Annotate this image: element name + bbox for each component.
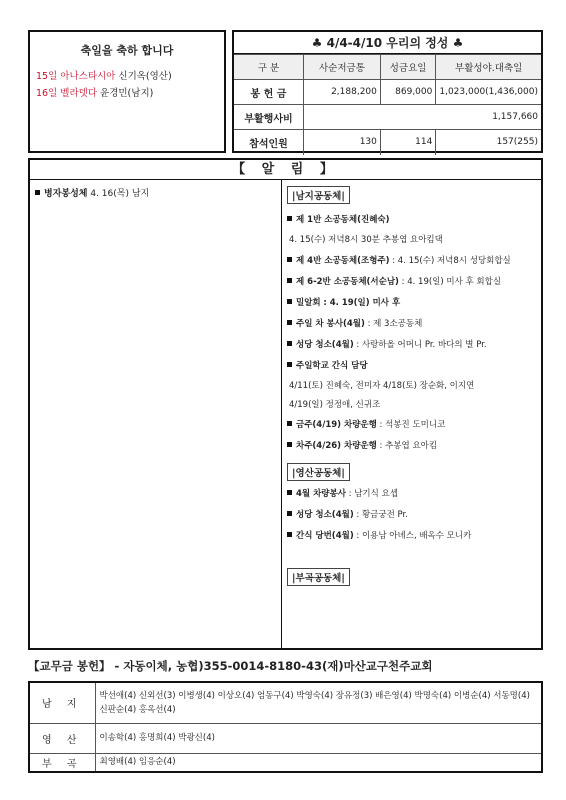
tithe-names: 최영배(4) 임응순(4) xyxy=(95,753,541,771)
notice-item-title: 4월 차량봉사 xyxy=(296,489,346,499)
square-bullet-icon xyxy=(287,442,292,447)
notice-item-title: 제 1반 소공동체(진혜숙) xyxy=(296,215,390,225)
tithe-row xyxy=(30,723,541,753)
square-bullet-icon xyxy=(287,278,292,283)
notice-item-title: 제 4반 소공동체(조형주) xyxy=(296,256,390,266)
notice-item xyxy=(287,338,487,350)
offering-row xyxy=(234,105,541,130)
notice-item-detail: 4. 16(목) 남지 xyxy=(90,189,150,199)
notice-item-detail: : 제 3소공동체 xyxy=(367,319,423,329)
notice-item-title: 제 6-2반 소공동체(서순남) xyxy=(296,277,399,287)
feast-day-box xyxy=(28,30,226,153)
tithe-table xyxy=(30,683,541,771)
notice-item-title: 금주(4/19) 차량운행 xyxy=(296,420,377,430)
square-bullet-icon xyxy=(287,490,292,495)
notice-item xyxy=(287,359,368,371)
offering-cell: 869,000 xyxy=(380,80,435,105)
notice-item-detail: : 4. 15(수) 저녁8시 성당회합실 xyxy=(392,256,511,266)
notice-item-continuation: 4/19(일) 정정애, 신귀조 xyxy=(289,400,381,410)
notice-item-title: 병자봉성체 xyxy=(44,189,88,199)
tithe-region: 부 곡 xyxy=(30,753,95,771)
offering-cell: 130 xyxy=(304,130,381,155)
square-bullet-icon xyxy=(287,532,292,537)
notice-item-title: 주일학교 간식 담당 xyxy=(296,361,368,371)
community-section-title: |남지공동체| xyxy=(287,186,350,204)
notice-item xyxy=(287,317,422,329)
offering-cell: 157(255) xyxy=(436,130,541,155)
offering-column-row xyxy=(234,55,541,80)
tithe-names: 이송학(4) 홍명희(4) 박광신(4) xyxy=(95,723,541,753)
offering-box xyxy=(232,30,543,153)
notice-item-title: 차주(4/26) 차량운행 xyxy=(296,441,377,451)
feast-day-entry xyxy=(36,85,153,99)
tithe-region: 남 지 xyxy=(30,683,95,723)
square-bullet-icon xyxy=(287,299,292,304)
feast-day-saint: 16일 벨라뎃다 xyxy=(36,88,97,99)
offering-row-label: 봉 헌 금 xyxy=(234,80,304,105)
notice-item-title: 밀알회 xyxy=(296,298,321,308)
notice-item-detail: : 이용남 아녜스, 배옥수 모니카 xyxy=(356,531,472,541)
offering-column-header: 부활성야.대축일 xyxy=(436,55,541,80)
notice-item-detail: : 추봉엽 요아킴 xyxy=(379,441,438,451)
offering-column-header: 구 분 xyxy=(234,55,304,80)
tithe-names: 박선애(4) 신외선(3) 이병생(4) 이상오(4) 엄동구(4) 박영숙(4) 장유정(3) 배은영(4) 박명숙(4) 이병순(4) 서동명(4) 신판순(4) 홍옥선(4) xyxy=(95,683,541,723)
feast-day-entry xyxy=(36,68,172,82)
notice-item-title: 주일 차 봉사(4월) xyxy=(296,319,365,329)
tithe-region: 영 산 xyxy=(30,723,95,753)
notice-item-continuation: 4. 15(수) 저녁8시 30분 추봉엽 요아킴댁 xyxy=(289,235,443,245)
square-bullet-icon xyxy=(287,341,292,346)
square-bullet-icon xyxy=(287,421,292,426)
notice-item-detail: : 4. 19(일) 미사 후 회합실 xyxy=(401,277,502,287)
notice-item-title: 성당 청소(4월) xyxy=(296,510,354,520)
notice-item xyxy=(287,418,445,430)
offering-row xyxy=(234,130,541,155)
notice-item xyxy=(287,213,390,225)
tithe-title: 【교무금 봉헌】 - 자동이체, 농협)355-0014-8180-43(재)마산교구천주교회 xyxy=(28,659,433,673)
tithe-row xyxy=(30,683,541,723)
notice-item-detail: : 남기식 요셉 xyxy=(348,489,398,499)
square-bullet-icon xyxy=(287,320,292,325)
tithe-box xyxy=(28,681,543,773)
notice-item-detail: : 사랑하올 어머니 Pr. 바다의 별 Pr. xyxy=(356,340,487,350)
notice-item xyxy=(287,508,408,520)
tithe-row xyxy=(30,753,541,771)
notice-item-detail: : 4. 19(일) 미사 후 xyxy=(323,298,401,308)
square-bullet-icon xyxy=(287,362,292,367)
offering-column-header: 성금요일 xyxy=(380,55,435,80)
notice-item xyxy=(287,487,398,499)
notice-column-divider xyxy=(281,180,282,648)
feast-day-title: 축일을 축하 합니다 xyxy=(80,44,174,57)
feast-day-person: 윤경민(남지) xyxy=(100,88,154,99)
offering-cell: 1,023,000(1,436,000) xyxy=(436,80,541,105)
notice-item xyxy=(287,439,437,451)
notice-item xyxy=(287,254,511,266)
community-section-title: |영산공동체| xyxy=(287,463,350,481)
notice-item-detail: : 황금궁전 Pr. xyxy=(356,510,408,520)
offering-header: ♣ 4/4-4/10 우리의 정성 ♣ xyxy=(234,32,541,54)
offering-cell: 114 xyxy=(380,130,435,155)
notice-item-continuation: 4/11(토) 진혜숙, 전미자 4/18(토) 장순화, 이지연 xyxy=(289,381,475,391)
offering-row-label: 부활행사비 xyxy=(234,105,304,130)
square-bullet-icon xyxy=(287,257,292,262)
feast-day-saint: 15일 아나스타시아 xyxy=(36,71,116,82)
notice-item xyxy=(35,186,149,199)
square-bullet-icon xyxy=(35,190,40,195)
notice-box xyxy=(28,158,543,650)
offering-column-header: 사순저금통 xyxy=(304,55,381,80)
offering-row-label: 참석인원 xyxy=(234,130,304,155)
notice-item-title: 간식 당번(4월) xyxy=(296,531,354,541)
offering-cell: 2,188,200 xyxy=(304,80,381,105)
notice-item xyxy=(287,529,471,541)
notice-item xyxy=(287,296,400,308)
offering-cell: 1,157,660 xyxy=(304,105,542,130)
feast-day-person: 신기옥(영산) xyxy=(118,71,172,82)
notice-header: 【 알 림 】 xyxy=(30,160,541,180)
square-bullet-icon xyxy=(287,216,292,221)
notice-item-title: 성당 청소(4월) xyxy=(296,340,354,350)
offering-table xyxy=(234,54,541,155)
square-bullet-icon xyxy=(287,511,292,516)
offering-row xyxy=(234,80,541,105)
notice-item xyxy=(287,275,501,287)
community-section-title: |부곡공동체| xyxy=(287,568,350,586)
notice-item-detail: : 석봉진 도미니코 xyxy=(379,420,446,430)
